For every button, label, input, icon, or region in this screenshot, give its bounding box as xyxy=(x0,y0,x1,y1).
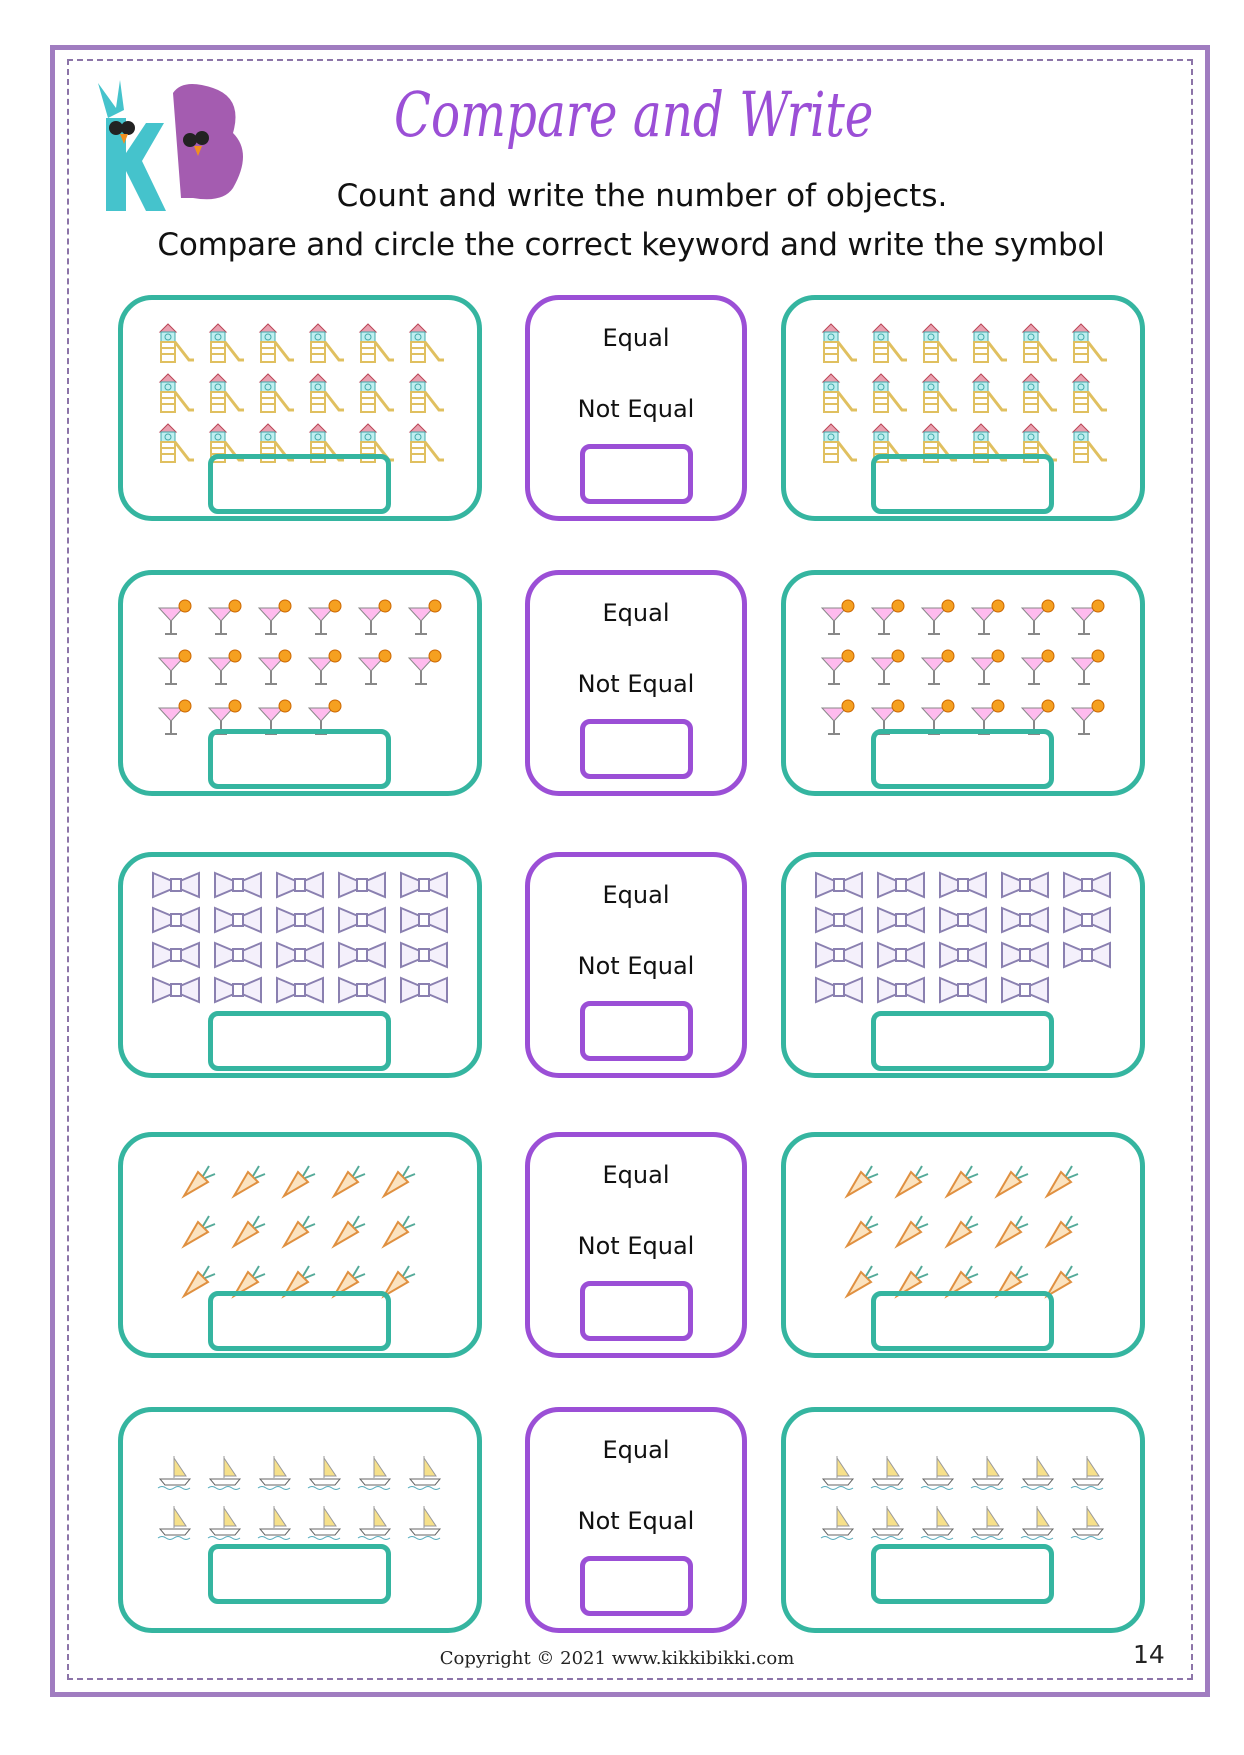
sailboat-icon xyxy=(1014,1497,1064,1547)
cocktail-glass-icon xyxy=(1064,643,1114,693)
bow-tie-icon xyxy=(870,937,932,972)
bow-tie-icon xyxy=(808,972,870,1007)
playground-slide-icon xyxy=(201,368,251,418)
carrot-icon xyxy=(273,1155,323,1205)
cocktail-glass-icon xyxy=(814,693,864,743)
object-group xyxy=(836,1155,1096,1305)
right-group-card-4 xyxy=(781,1132,1145,1358)
bow-tie-icon xyxy=(269,937,331,972)
carrot-icon xyxy=(373,1205,423,1255)
compare-card-4 xyxy=(525,1132,747,1358)
bow-tie-icon xyxy=(145,972,207,1007)
keyword-equal[interactable]: Equal xyxy=(602,1436,670,1464)
cocktail-glass-icon xyxy=(401,643,451,693)
sailboat-icon xyxy=(301,1447,351,1497)
bow-tie-icon xyxy=(269,972,331,1007)
playground-slide-icon xyxy=(964,318,1014,368)
bow-tie-icon xyxy=(932,902,994,937)
carrot-icon xyxy=(1036,1205,1086,1255)
instruction-count: Count and write the number of objects. xyxy=(336,178,948,214)
object-group xyxy=(814,1447,1134,1547)
bow-tie-icon xyxy=(994,937,1056,972)
cocktail-glass-icon xyxy=(864,593,914,643)
bow-tie-icon xyxy=(393,902,455,937)
bow-tie-icon xyxy=(870,902,932,937)
bow-tie-icon xyxy=(207,937,269,972)
left-group-card-5 xyxy=(118,1407,482,1633)
symbol-answer-box[interactable] xyxy=(580,1556,693,1616)
left-group-card-1 xyxy=(118,295,482,521)
cocktail-glass-icon xyxy=(151,593,201,643)
sailboat-icon xyxy=(401,1447,451,1497)
compare-card-1 xyxy=(525,295,747,521)
compare-card-5 xyxy=(525,1407,747,1633)
sailboat-icon xyxy=(1064,1497,1114,1547)
object-group xyxy=(814,593,1134,743)
playground-slide-icon xyxy=(914,368,964,418)
count-answer-box[interactable] xyxy=(871,729,1054,789)
object-group xyxy=(151,593,471,743)
keyword-not-equal[interactable]: Not Equal xyxy=(577,670,695,698)
bow-tie-icon xyxy=(870,972,932,1007)
count-answer-box[interactable] xyxy=(871,1291,1054,1351)
playground-slide-icon xyxy=(301,368,351,418)
cocktail-glass-icon xyxy=(201,643,251,693)
playground-slide-icon xyxy=(964,368,1014,418)
carrot-icon xyxy=(173,1205,223,1255)
page-number: 14 xyxy=(1133,1640,1165,1669)
sailboat-icon xyxy=(351,1447,401,1497)
keyword-not-equal[interactable]: Not Equal xyxy=(577,952,695,980)
carrot-icon xyxy=(1036,1155,1086,1205)
keyword-equal[interactable]: Equal xyxy=(602,324,670,352)
sailboat-icon xyxy=(1064,1447,1114,1497)
object-group xyxy=(808,867,1128,1007)
carrot-icon xyxy=(986,1155,1036,1205)
cocktail-glass-icon xyxy=(201,593,251,643)
count-answer-box[interactable] xyxy=(208,729,391,789)
cocktail-glass-icon xyxy=(251,643,301,693)
left-group-card-2 xyxy=(118,570,482,796)
playground-slide-icon xyxy=(251,318,301,368)
playground-slide-icon xyxy=(351,368,401,418)
sailboat-icon xyxy=(964,1447,1014,1497)
bow-tie-icon xyxy=(269,902,331,937)
symbol-answer-box[interactable] xyxy=(580,1281,693,1341)
cocktail-glass-icon xyxy=(864,643,914,693)
playground-slide-icon xyxy=(814,418,864,468)
playground-slide-icon xyxy=(251,368,301,418)
carrot-icon xyxy=(323,1205,373,1255)
cocktail-glass-icon xyxy=(1014,593,1064,643)
bow-tie-icon xyxy=(870,867,932,902)
bow-tie-icon xyxy=(393,972,455,1007)
sailboat-icon xyxy=(201,1497,251,1547)
bow-tie-icon xyxy=(994,902,1056,937)
cocktail-glass-icon xyxy=(301,643,351,693)
cocktail-glass-icon xyxy=(1064,693,1114,743)
count-answer-box[interactable] xyxy=(208,454,391,514)
playground-slide-icon xyxy=(914,318,964,368)
cocktail-glass-icon xyxy=(964,643,1014,693)
cocktail-glass-icon xyxy=(1014,643,1064,693)
carrot-icon xyxy=(223,1155,273,1205)
bow-tie-icon xyxy=(808,867,870,902)
bow-tie-icon xyxy=(331,867,393,902)
sailboat-icon xyxy=(301,1497,351,1547)
cocktail-glass-icon xyxy=(814,593,864,643)
sailboat-icon xyxy=(964,1497,1014,1547)
bow-tie-icon xyxy=(932,937,994,972)
sailboat-icon xyxy=(251,1447,301,1497)
playground-slide-icon xyxy=(401,418,451,468)
playground-slide-icon xyxy=(814,368,864,418)
carrot-icon xyxy=(373,1155,423,1205)
symbol-answer-box[interactable] xyxy=(580,444,693,504)
bow-tie-icon xyxy=(932,867,994,902)
cocktail-glass-icon xyxy=(401,593,451,643)
compare-card-3 xyxy=(525,852,747,1078)
cocktail-glass-icon xyxy=(964,593,1014,643)
keyword-equal[interactable]: Equal xyxy=(602,881,670,909)
playground-slide-icon xyxy=(814,318,864,368)
cocktail-glass-icon xyxy=(251,593,301,643)
left-group-card-3 xyxy=(118,852,482,1078)
carrot-icon xyxy=(986,1205,1036,1255)
count-answer-box[interactable] xyxy=(871,1544,1054,1604)
carrot-icon xyxy=(323,1155,373,1205)
carrot-icon xyxy=(173,1155,223,1205)
sailboat-icon xyxy=(814,1447,864,1497)
object-group xyxy=(145,867,465,1007)
right-group-card-1 xyxy=(781,295,1145,521)
sailboat-icon xyxy=(1014,1447,1064,1497)
carrot-icon xyxy=(936,1205,986,1255)
sailboat-icon xyxy=(914,1447,964,1497)
bow-tie-icon xyxy=(808,902,870,937)
bow-tie-icon xyxy=(145,937,207,972)
cocktail-glass-icon xyxy=(814,643,864,693)
count-answer-box[interactable] xyxy=(208,1544,391,1604)
symbol-answer-box[interactable] xyxy=(580,1001,693,1061)
playground-slide-icon xyxy=(1064,318,1114,368)
keyword-equal[interactable]: Equal xyxy=(602,1161,670,1189)
bow-tie-icon xyxy=(994,867,1056,902)
bow-tie-icon xyxy=(331,937,393,972)
playground-slide-icon xyxy=(301,318,351,368)
bow-tie-icon xyxy=(145,867,207,902)
sailboat-icon xyxy=(914,1497,964,1547)
carrot-icon xyxy=(886,1205,936,1255)
count-answer-box[interactable] xyxy=(871,454,1054,514)
sailboat-icon xyxy=(151,1447,201,1497)
sailboat-icon xyxy=(864,1497,914,1547)
bow-tie-icon xyxy=(932,972,994,1007)
right-group-card-2 xyxy=(781,570,1145,796)
playground-slide-icon xyxy=(151,318,201,368)
sailboat-icon xyxy=(201,1447,251,1497)
playground-slide-icon xyxy=(401,318,451,368)
cocktail-glass-icon xyxy=(301,593,351,643)
carrot-icon xyxy=(223,1205,273,1255)
cocktail-glass-icon xyxy=(1064,593,1114,643)
bow-tie-icon xyxy=(145,902,207,937)
cocktail-glass-icon xyxy=(351,593,401,643)
playground-slide-icon xyxy=(1014,318,1064,368)
keyword-not-equal[interactable]: Not Equal xyxy=(577,1507,695,1535)
bow-tie-icon xyxy=(808,937,870,972)
cocktail-glass-icon xyxy=(351,643,401,693)
page-title: Compare and Write xyxy=(394,78,874,151)
right-group-card-5 xyxy=(781,1407,1145,1633)
cocktail-glass-icon xyxy=(914,643,964,693)
playground-slide-icon xyxy=(151,418,201,468)
carrot-icon xyxy=(886,1155,936,1205)
object-group xyxy=(173,1155,433,1305)
cocktail-glass-icon xyxy=(151,693,201,743)
bow-tie-icon xyxy=(1056,867,1118,902)
object-group xyxy=(151,1447,471,1547)
playground-slide-icon xyxy=(201,318,251,368)
bow-tie-icon xyxy=(331,902,393,937)
keyword-equal[interactable]: Equal xyxy=(602,599,670,627)
playground-slide-icon xyxy=(1064,418,1114,468)
left-group-card-4 xyxy=(118,1132,482,1358)
bow-tie-icon xyxy=(269,867,331,902)
playground-slide-icon xyxy=(351,318,401,368)
bow-tie-icon xyxy=(393,867,455,902)
bow-tie-icon xyxy=(393,937,455,972)
object-group xyxy=(814,318,1134,468)
cocktail-glass-icon xyxy=(914,593,964,643)
sailboat-icon xyxy=(251,1497,301,1547)
carrot-icon xyxy=(273,1205,323,1255)
playground-slide-icon xyxy=(864,368,914,418)
copyright: Copyright © 2021 www.kikkibikki.com xyxy=(439,1648,795,1669)
playground-slide-icon xyxy=(1064,368,1114,418)
playground-slide-icon xyxy=(1014,368,1064,418)
sailboat-icon xyxy=(151,1497,201,1547)
bow-tie-icon xyxy=(994,972,1056,1007)
carrot-icon xyxy=(836,1205,886,1255)
playground-slide-icon xyxy=(864,318,914,368)
instruction-compare: Compare and circle the correct keyword and write the symbol xyxy=(157,227,1105,263)
right-group-card-3 xyxy=(781,852,1145,1078)
keyword-not-equal[interactable]: Not Equal xyxy=(577,395,695,423)
symbol-answer-box[interactable] xyxy=(580,719,693,779)
cocktail-glass-icon xyxy=(151,643,201,693)
carrot-icon xyxy=(936,1155,986,1205)
playground-slide-icon xyxy=(401,368,451,418)
sailboat-icon xyxy=(351,1497,401,1547)
bow-tie-icon xyxy=(1056,902,1118,937)
compare-card-2 xyxy=(525,570,747,796)
count-answer-box[interactable] xyxy=(208,1011,391,1071)
playground-slide-icon xyxy=(151,368,201,418)
bow-tie-icon xyxy=(207,972,269,1007)
carrot-icon xyxy=(836,1155,886,1205)
bow-tie-icon xyxy=(1056,937,1118,972)
keyword-not-equal[interactable]: Not Equal xyxy=(577,1232,695,1260)
sailboat-icon xyxy=(864,1447,914,1497)
bow-tie-icon xyxy=(207,902,269,937)
count-answer-box[interactable] xyxy=(208,1291,391,1351)
object-group xyxy=(151,318,471,468)
sailboat-icon xyxy=(814,1497,864,1547)
count-answer-box[interactable] xyxy=(871,1011,1054,1071)
bow-tie-icon xyxy=(331,972,393,1007)
sailboat-icon xyxy=(401,1497,451,1547)
bow-tie-icon xyxy=(207,867,269,902)
